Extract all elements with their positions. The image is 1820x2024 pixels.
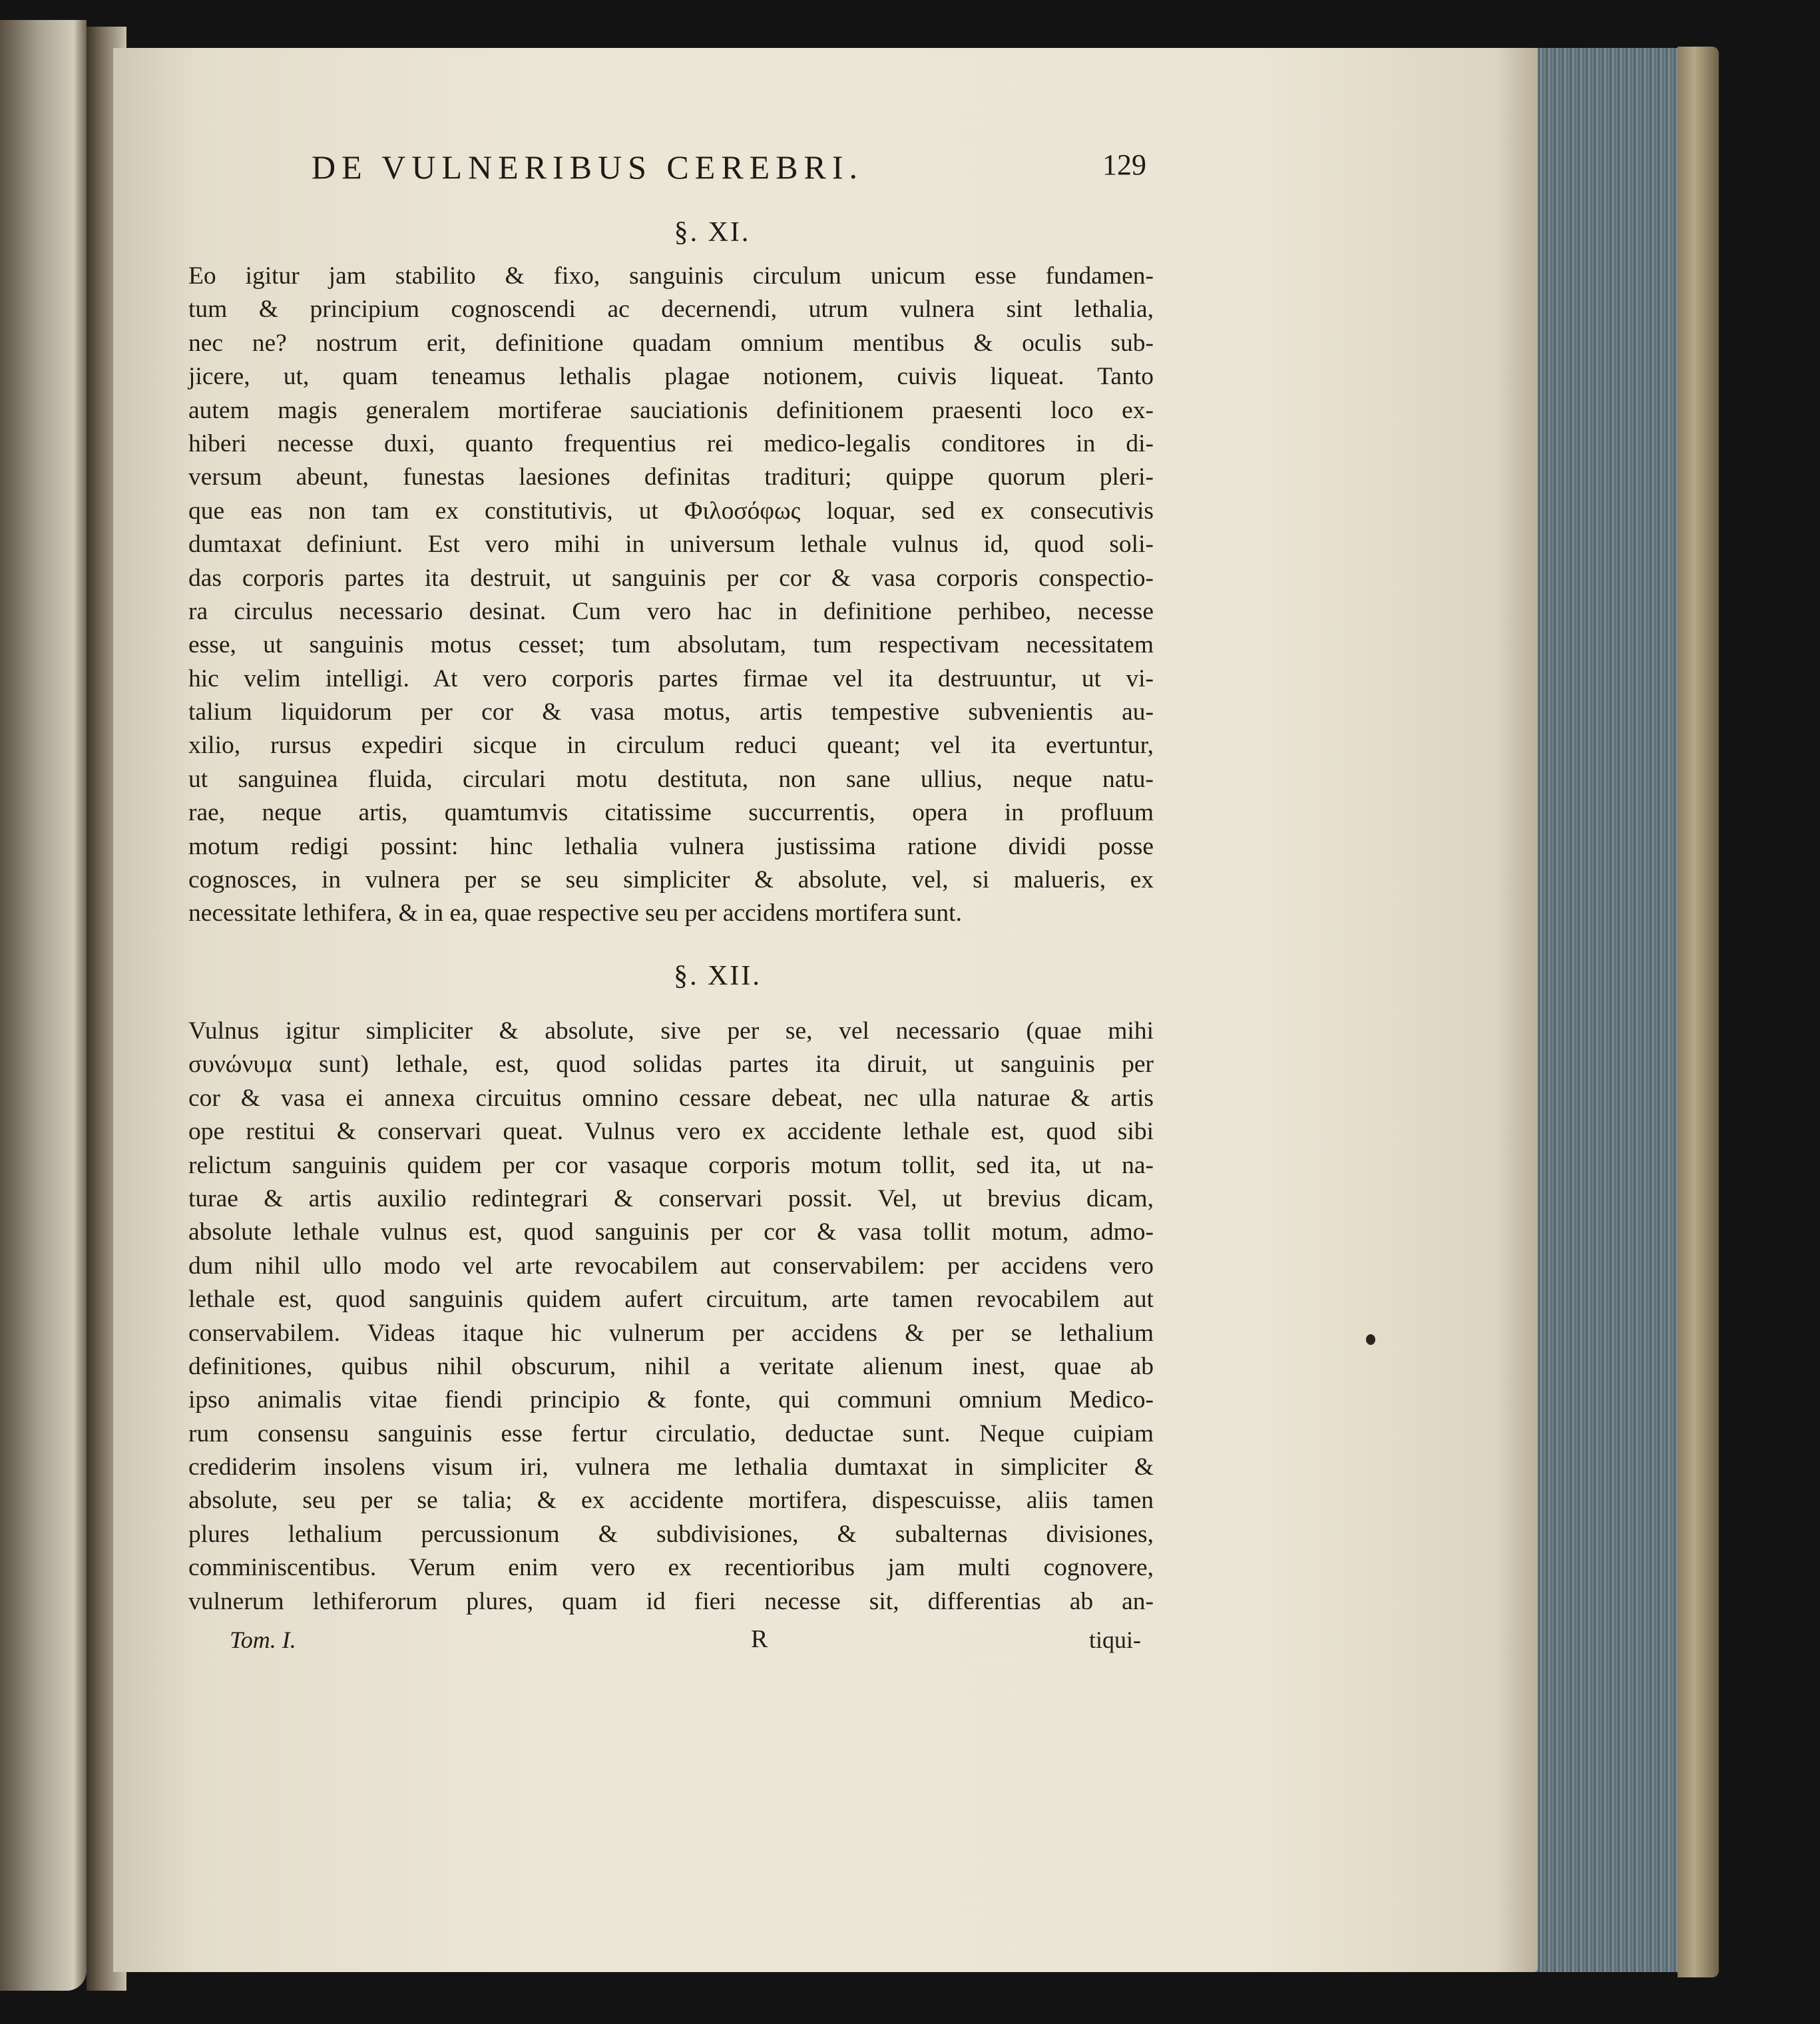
section-heading-xi: §. XI. xyxy=(674,217,751,248)
text-line: definitiones, quibus nihil obscurum, nihil a veritate alienum inest, quae ab xyxy=(188,1352,1154,1380)
text-line: nec ne? nostrum erit, definitione quadam omnium mentibus & oculis sub- xyxy=(188,329,1154,357)
facing-page-edge xyxy=(0,20,87,1991)
ink-speck xyxy=(1366,1334,1375,1345)
text-line: esse, ut sanguinis motus cesset; tum absolutam, tum respectivam necessitatem xyxy=(188,631,1154,659)
catchword: tiqui- xyxy=(1089,1627,1141,1653)
text-line: jicere, ut, quam teneamus lethalis plagae notionem, cuivis liqueat. Tanto xyxy=(188,363,1154,391)
text-line: comminiscentibus. Verum enim vero ex recentioribus jam multi cognovere, xyxy=(188,1554,1154,1582)
text-line: conservabilem. Videas itaque hic vulnerum per accidens & per se lethalium xyxy=(188,1319,1154,1347)
section-xii-text xyxy=(188,1015,1154,1619)
text-line: plures lethalium percussionum & subdivisiones, & subalternas divisiones, xyxy=(188,1520,1154,1548)
text-line: Eo igitur jam stabilito & fixo, sanguinis circulum unicum esse fundamen- xyxy=(188,262,1154,290)
text-line: dum nihil ullo modo vel arte revocabilem aut conservabilem: per accidens vero xyxy=(188,1252,1154,1280)
text-line: xilio, rursus expediri sicque in circulum reduci queant; vel ita evertuntur, xyxy=(188,732,1154,760)
text-line: hiberi necesse duxi, quanto frequentius rei medico-legalis conditores in di- xyxy=(188,429,1154,457)
text-line: versum abeunt, funestas laesiones definitas tradituri; quippe quorum pleri- xyxy=(188,463,1154,491)
text-line: relictum sanguinis quidem per cor vasaque corporis motum tollit, sed ita, ut na- xyxy=(188,1151,1154,1179)
text-line: vulnerum lethiferorum plures, quam id fieri necesse sit, differentias ab an- xyxy=(188,1587,1154,1615)
text-line: ra circulus necessario desinat. Cum vero hac in definitione perhibeo, necesse xyxy=(188,597,1154,625)
book-cover-edge xyxy=(1678,47,1719,1977)
text-line: autem magis generalem mortiferae sauciationis definitionem praesenti loco ex- xyxy=(188,396,1154,424)
text-line: crediderim insolens visum iri, vulnera me lethalia dumtaxat in simpliciter & xyxy=(188,1453,1154,1481)
text-line: cor & vasa ei annexa circuitus omnino cessare debeat, nec ulla naturae & artis xyxy=(188,1084,1154,1112)
text-line: lethale est, quod sanguinis quidem aufert circuitum, arte tamen revocabilem aut xyxy=(188,1286,1154,1314)
signature-mark: R xyxy=(751,1625,768,1653)
text-line: cognosces, in vulnera per se seu simpliciter & absolute, vel, si malueris, ex xyxy=(188,866,1154,894)
page-number: 129 xyxy=(1102,148,1146,181)
text-line: turae & artis auxilio redintegrari & conservari possit. Vel, ut brevius dicam, xyxy=(188,1184,1154,1212)
text-line: absolute, seu per se talia; & ex accidente mortifera, dispescuisse, aliis tamen xyxy=(188,1487,1154,1515)
section-heading-xii: §. XII. xyxy=(674,961,762,991)
text-line: que eas non tam ex constitutivis, ut Φιλοσόφως loquar, sed ex consecutivis xyxy=(188,497,1154,525)
text-line: hic velim intelligi. At vero corporis partes firmae vel ita destruuntur, ut vi- xyxy=(188,664,1154,692)
text-line: tum & principium cognoscendi ac decernendi, utrum vulnera sint lethalia, xyxy=(188,296,1154,324)
text-line: Vulnus igitur simpliciter & absolute, sive per se, vel necessario (quae mihi xyxy=(188,1017,1154,1045)
text-line: absolute lethale vulnus est, quod sanguinis per cor & vasa tollit motum, admo- xyxy=(188,1218,1154,1246)
text-line: talium liquidorum per cor & vasa motus, artis tempestive subvenientis au- xyxy=(188,698,1154,726)
text-line: συνώνυμα sunt) lethale, est, quod solidas partes ita diruit, ut sanguinis per xyxy=(188,1051,1154,1079)
text-line: ope restitui & conservari queat. Vulnus vero ex accidente lethale est, quod sibi xyxy=(188,1118,1154,1146)
running-head: DE VULNERIBUS CEREBRI. xyxy=(312,148,864,186)
volume-mark: Tom. I. xyxy=(230,1627,296,1653)
text-line: ut sanguinea fluida, circulari motu destituta, non sane ullius, neque natu- xyxy=(188,765,1154,793)
text-line: rae, neque artis, quamtumvis citatissime succurrentis, opera in profluum xyxy=(188,799,1154,827)
text-line: rum consensu sanguinis esse fertur circulatio, deductae sunt. Neque cuipiam xyxy=(188,1419,1154,1447)
text-line: das corporis partes ita destruit, ut sanguinis per cor & vasa corporis conspectio- xyxy=(188,564,1154,592)
section-xi-text xyxy=(188,260,1154,931)
text-line: motum redigi possint: hinc lethalia vulnera justissima ratione dividi posse xyxy=(188,832,1154,860)
text-line: dumtaxat definiunt. Est vero mihi in universum lethale vulnus id, quod soli- xyxy=(188,531,1154,559)
page-block-fore-edge xyxy=(1531,48,1695,1972)
text-line: necessitate lethifera, & in ea, quae respective seu per accidens mortifera sunt. xyxy=(188,899,962,927)
text-line: ipso animalis vitae fiendi principio & fonte, qui communi omnium Medico- xyxy=(188,1386,1154,1414)
